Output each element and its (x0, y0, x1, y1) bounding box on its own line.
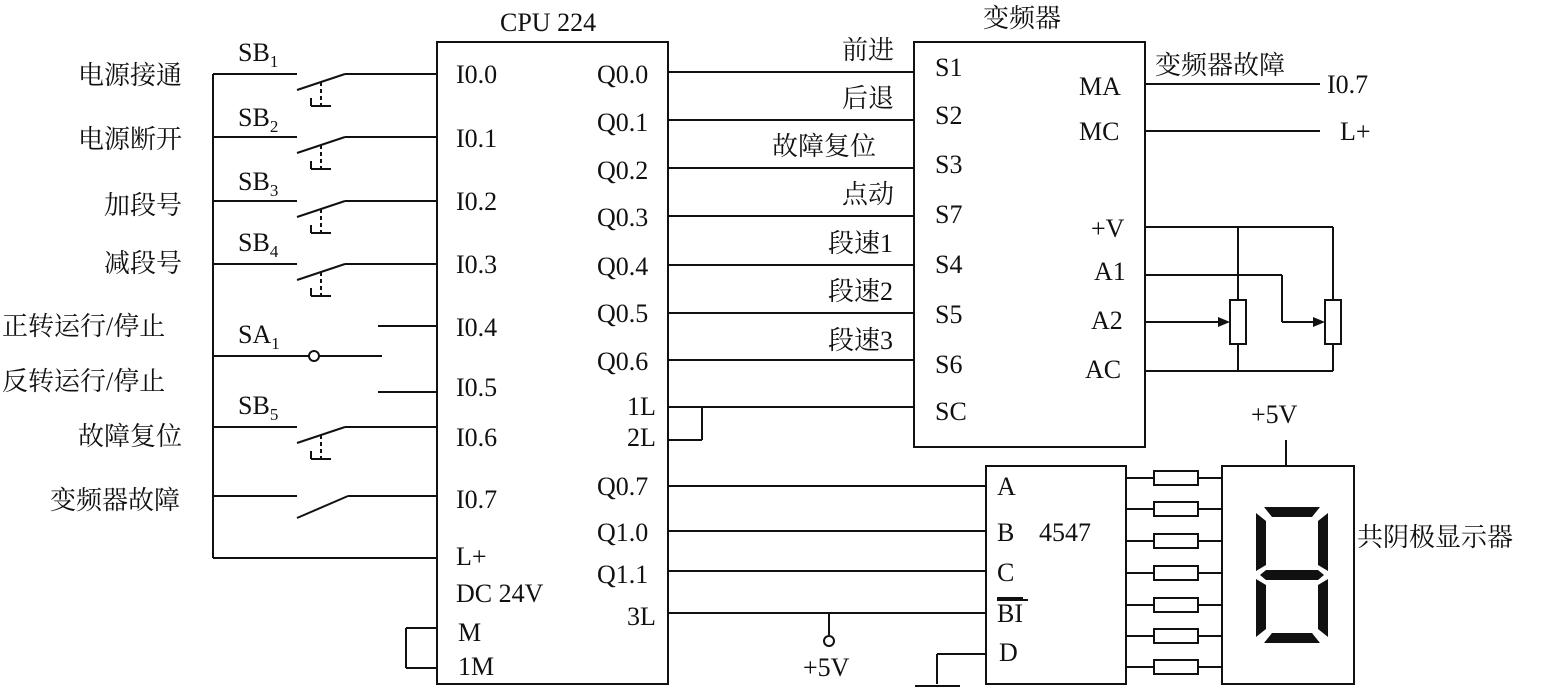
inverter-fault-label: 变频器故障 (1155, 51, 1286, 80)
cpu-input-i0-5: I0.5 (456, 373, 498, 402)
cpu-title: CPU 224 (500, 8, 597, 37)
inverter-relay-wires (1145, 84, 1320, 131)
input-name-reverse: 反转运行/停止 (2, 367, 166, 396)
cpu-output-q0-7: Q0.7 (597, 472, 649, 501)
supply-3l-label: +5V (803, 653, 850, 682)
inverter-term-s1: S1 (935, 53, 963, 82)
sb1-label: $SB_1$ (238, 38, 279, 71)
input-name-forward: 正转运行/停止 (2, 312, 166, 341)
cpu-output-q0-3: Q0.3 (597, 203, 649, 232)
inverter-term-s2: S2 (935, 101, 963, 130)
inverter-term-s4: S4 (935, 250, 963, 279)
cpu-output-q0-2: Q0.2 (597, 156, 649, 185)
cpu-common-3l: 3L (627, 602, 656, 631)
inverter-term-a1: A1 (1094, 257, 1126, 286)
input-name-power-on: 电源接通 (78, 61, 183, 90)
inverter-term-s6: S6 (935, 350, 963, 379)
inverter-term-a2: A2 (1091, 306, 1123, 335)
decoder-chip-label: 4547 (1039, 518, 1091, 547)
inverter-term-s3: S3 (935, 150, 963, 179)
decoder-pin-bi: BI (997, 599, 1023, 628)
cpu-input-i0-7: I0.7 (456, 485, 498, 514)
signal-fault-reset: 故障复位 (772, 132, 877, 161)
potentiometer-2 (1325, 300, 1341, 344)
cpu-output-q0-1: Q0.1 (597, 108, 649, 137)
inverter-term-s5: S5 (935, 300, 963, 329)
sb3-label: $SB_3$ (238, 167, 279, 200)
input-name-seg-down: 减段号 (104, 249, 183, 278)
cpu-power-1m: 1M (458, 652, 495, 681)
cpu-power-dc24v: DC 24V (456, 579, 544, 608)
input-name-fault-reset: 故障复位 (78, 422, 183, 451)
cpu-output-q1-0: Q1.0 (597, 518, 649, 547)
cpu-input-i0-4: I0.4 (456, 313, 498, 342)
sb4-label: $SB_4$ (238, 228, 279, 261)
cpu-input-i0-6: I0.6 (456, 423, 498, 452)
potentiometer-1 (1230, 300, 1246, 344)
cpu-common-1l: 1L (627, 392, 656, 421)
mc-destination: L+ (1340, 117, 1371, 146)
inverter-term-ac: AC (1085, 355, 1122, 384)
decoder-pin-c: C (997, 558, 1015, 587)
m-1m-jumper (406, 628, 437, 668)
cpu-output-q1-1: Q1.1 (597, 560, 649, 589)
display-label: 共阴极显示器 (1357, 523, 1514, 552)
segment-glyph (1256, 507, 1328, 643)
sb2-label: $SB_2$ (238, 103, 279, 136)
cpu-input-i0-2: I0.2 (456, 187, 498, 216)
sb2-pushbutton (213, 137, 437, 169)
decoder-pin-a: A (997, 472, 1016, 501)
sb5-pushbutton (213, 427, 437, 459)
segment-resistors (1126, 471, 1222, 674)
cpu-input-i0-3: I0.3 (456, 250, 498, 279)
inverter-title: 变频器 (983, 4, 1062, 33)
input-name-inverter-fault: 变频器故障 (50, 486, 181, 515)
input-common-rail (213, 74, 437, 558)
inverter-term-plusv: +V (1091, 214, 1125, 243)
cpu-output-q0-5: Q0.5 (597, 299, 649, 328)
sb5-label: $SB_5$ (238, 391, 279, 424)
inverter-term-ma: MA (1079, 72, 1121, 101)
signal-backward: 后退 (842, 84, 895, 113)
signal-forward: 前进 (842, 36, 895, 65)
cpu-output-q0-0: Q0.0 (597, 60, 649, 89)
display-supply-label: +5V (1251, 400, 1298, 429)
cpu-output-q0-6: Q0.6 (597, 347, 649, 376)
decoder-pin-d: D (999, 638, 1018, 667)
inverter-term-sc: SC (935, 397, 967, 426)
cpu-power-lplus: L+ (456, 542, 487, 571)
input-name-seg-up: 加段号 (104, 191, 183, 220)
cpu-output-q0-4: Q0.4 (597, 252, 649, 281)
cpu-power-m: M (458, 618, 482, 647)
potentiometer-network (1145, 227, 1341, 371)
sa1-label: $SA_1$ (238, 320, 280, 353)
inverter-fault-contact (213, 496, 437, 518)
input-name-power-off: 电源断开 (78, 125, 183, 154)
inverter-term-s7: S7 (935, 200, 963, 229)
signal-speed-2: 段速2 (828, 277, 894, 306)
cpu-input-i0-0: I0.0 (456, 60, 498, 89)
ma-destination: I0.7 (1327, 70, 1369, 99)
cpu-input-i0-1: I0.1 (456, 124, 498, 153)
signal-speed-3: 段速3 (828, 326, 894, 355)
inverter-term-mc: MC (1079, 117, 1120, 146)
signal-jog: 点动 (842, 180, 895, 209)
sb4-pushbutton (213, 264, 437, 296)
cpu-common-2l: 2L (627, 423, 656, 452)
decoder-pin-b: B (997, 518, 1015, 547)
sb1-pushbutton (213, 74, 437, 106)
signal-speed-1: 段速1 (828, 229, 894, 258)
